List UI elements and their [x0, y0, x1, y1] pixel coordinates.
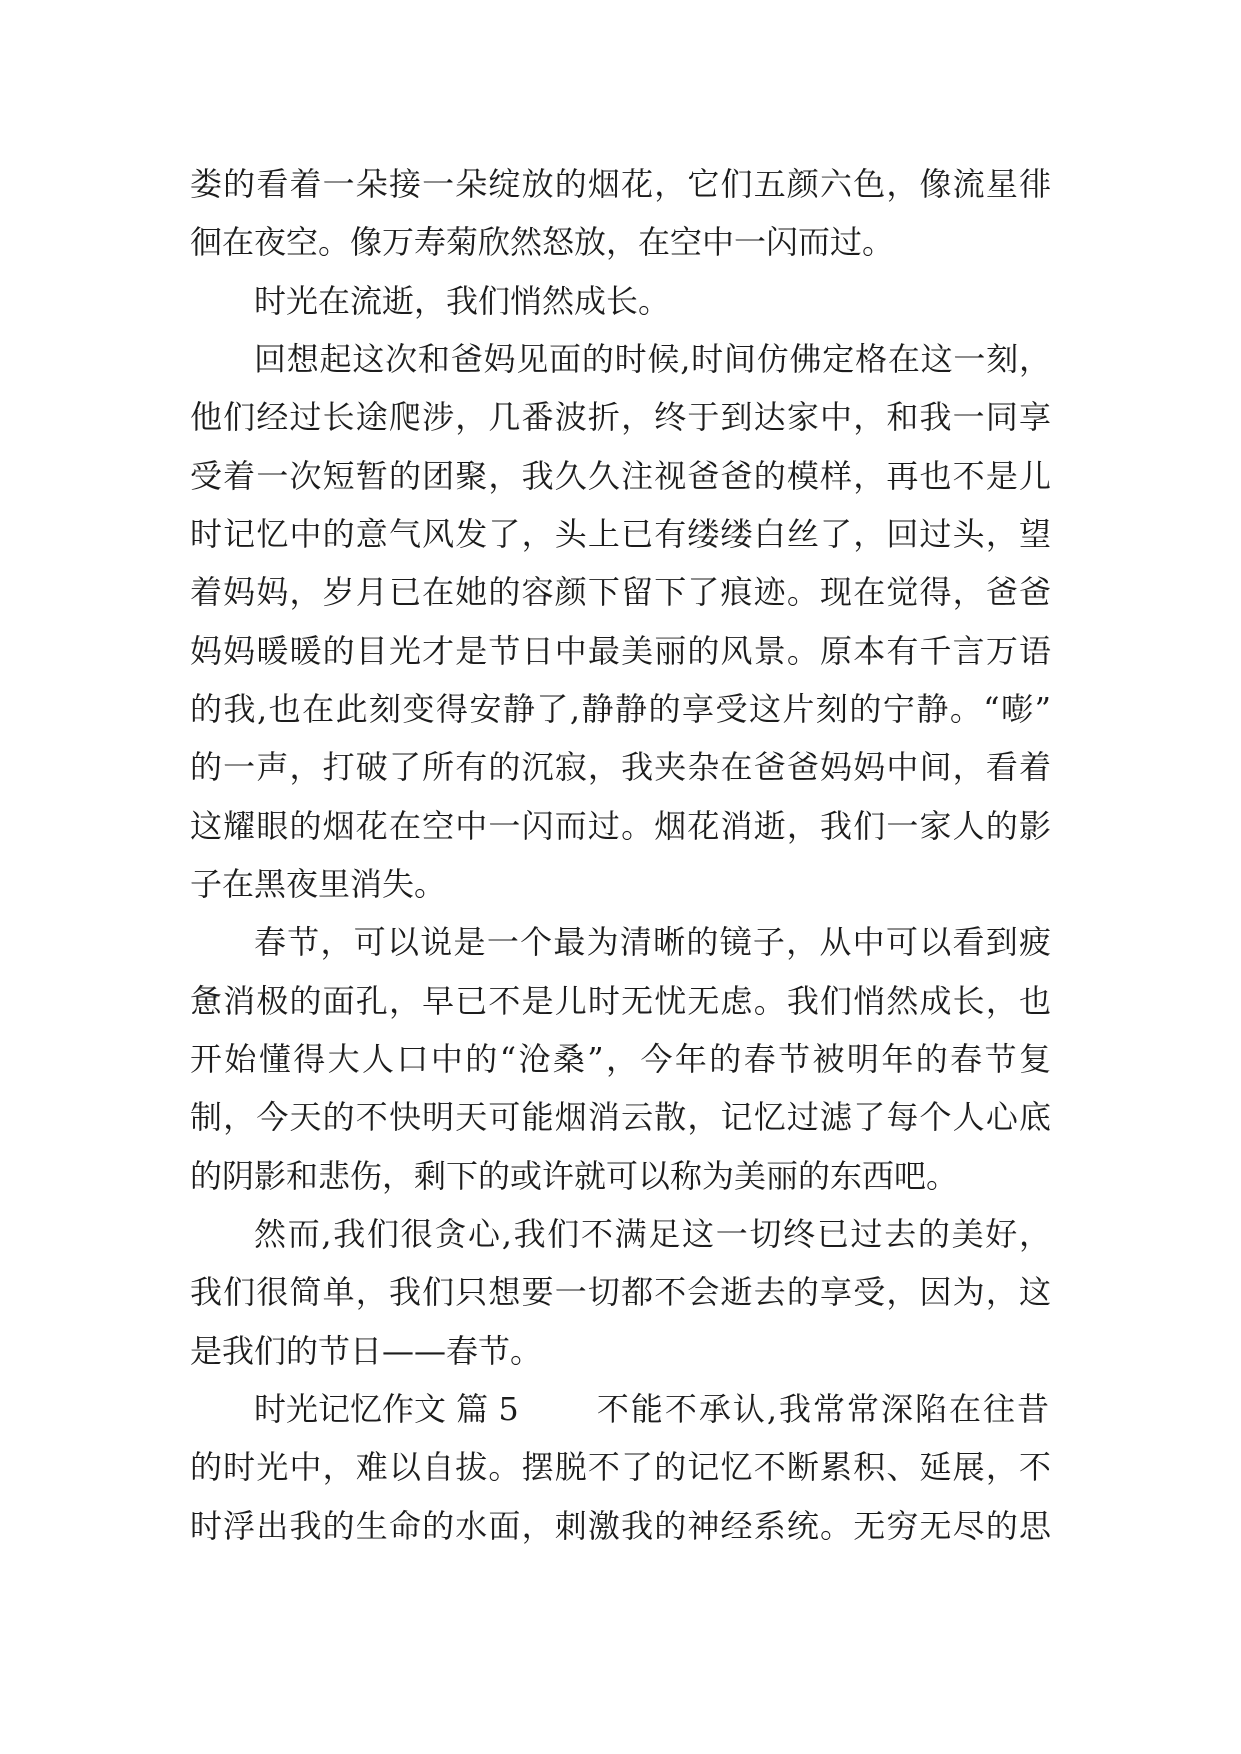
text-line: 的阴影和悲伤，剩下的或许就可以称为美丽的东西吧。: [190, 1156, 959, 1195]
text-line: 的我,也在此刻变得安静了,静静的享受这片刻的宁静。“嘭”: [190, 689, 1051, 728]
heading-line: [190, 1380, 1051, 1438]
paragraph: [190, 330, 1051, 913]
text-line: 子在黑夜里消失。: [190, 864, 447, 903]
text-line: 时记忆中的意气风发了，头上已有缕缕白丝了，回过头，望: [190, 514, 1051, 553]
text-line: 春节，可以说是一个最为清晰的镜子，从中可以看到疲: [254, 923, 1051, 962]
text-line: 我们很简单，我们只想要一切都不会逝去的享受，因为，这: [190, 1273, 1051, 1312]
text-line: 的时光中，难以自拔。摆脱不了的记忆不断累积、延展，不: [190, 1448, 1051, 1487]
paragraph: [190, 1205, 1051, 1380]
text-line: 妈妈暖暖的目光才是节日中最美丽的风景。原本有千言万语: [190, 631, 1051, 670]
text-line: 娄的看着一朵接一朵绽放的烟花，它们五颜六色，像流星徘: [190, 165, 1051, 203]
text-line: 制，今天的不快明天可能烟消云散，记忆过滤了每个人心底: [190, 1098, 1051, 1137]
paragraph: [190, 155, 1051, 272]
paragraph: [190, 1380, 1051, 1555]
text-line: 着妈妈，岁月已在她的容颜下留下了痕迹。现在觉得，爸爸: [190, 573, 1051, 612]
text-line: 开始懂得大人口中的“沧桑”，今年的春节被明年的春节复: [190, 1039, 1051, 1078]
text-line: 的一声，打破了所有的沉寂，我夹杂在爸爸妈妈中间，看着: [190, 748, 1051, 787]
paragraph: [190, 913, 1051, 1205]
text-line: 受着一次短暂的团聚，我久久注视爸爸的模样，再也不是儿: [190, 456, 1051, 495]
text-line: 惫消极的面孔，早已不是儿时无忧无虑。我们悄然成长，也: [190, 981, 1051, 1020]
text-line: 时光在流逝，我们悄然成长。: [254, 281, 671, 320]
text-line: 是我们的节日——春节。: [190, 1331, 543, 1370]
body-text: [190, 155, 1051, 1555]
text-line: 不能不承认,我常常深陷在往昔: [596, 1389, 1051, 1428]
paragraph: [190, 272, 1051, 330]
text-line: 这耀眼的烟花在空中一闪而过。烟花消逝，我们一家人的影: [190, 806, 1051, 845]
text-line: 徊在夜空。像万寿菊欣然怒放，在空中一闪而过。: [190, 223, 895, 262]
text-line: 时浮出我的生命的水面，刺激我的神经系统。无穷无尽的思: [190, 1506, 1051, 1545]
text-line: 他们经过长途爬涉，几番波折，终于到达家中，和我一同享: [190, 398, 1051, 437]
text-line: 回想起这次和爸妈见面的时候,时间仿佛定格在这一刻，: [254, 339, 1051, 378]
text-line: 然而,我们很贪心,我们不满足这一切终已过去的美好，: [254, 1214, 1051, 1253]
article-heading: 时光记忆作文 篇 5: [254, 1389, 519, 1428]
